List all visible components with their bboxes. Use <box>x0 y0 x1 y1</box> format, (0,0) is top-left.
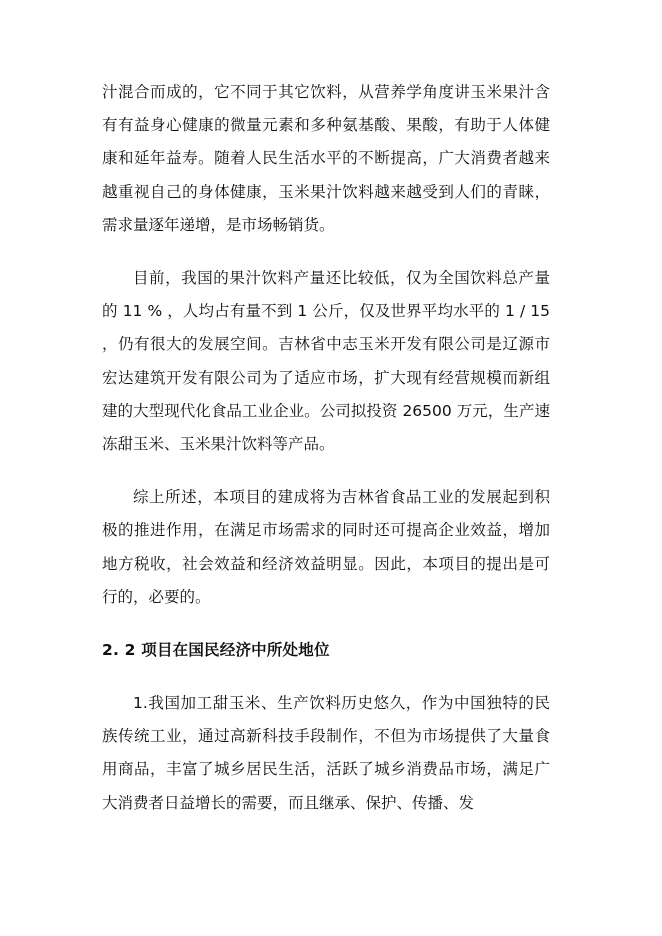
paragraph-spacer <box>102 461 550 481</box>
paragraph-spacer <box>102 667 550 687</box>
paragraph-market-status: 目前，我国的果汁饮料产量还比较低，仅为全国饮料总产量的 11 % ，人均占有量不到 1 公斤，仅及世界平均水平的 1 / 15 ，仍有很大的发展空间。吉林省中志玉米开发有限公司是辽源市宏达建筑开发有限公司为了适应市场，扩大现有经营规模而新组建的大型现代化食品工业企业。公司拟投资 26500 万元，生产速冻甜玉米、玉米果汁饮料等产品。 <box>102 269 550 454</box>
document-body <box>102 76 550 820</box>
paragraph-national-economy: 1.我国加工甜玉米、生产饮料历史悠久，作为中国独特的民族传统工业，通过高新科技手段制作，不但为市场提供了大量食用商品，丰富了城乡居民生活，活跃了城乡消费品市场，满足广大消费者日益增长的需要，而且继承、保护、传播、发 <box>102 694 550 812</box>
paragraph-continuation: 汁混合而成的，它不同于其它饮料，从营养学角度讲玉米果汁含有有益身心健康的微量元素和多种氨基酸、果酸，有助于人体健康和延年益寿。随着人民生活水平的不断提高，广大消费者越来越重视自己的身体健康，玉米果汁饮料越来越受到人们的青睐，需求量逐年递增，是市场畅销货。 <box>102 83 550 234</box>
paragraph-spacer <box>102 242 550 262</box>
paragraph-conclusion: 综上所述，本项目的建成将为吉林省食品工业的发展起到积极的推进作用，在满足市场需求的同时还可提高企业效益，增加地方税收，社会效益和经济效益明显。因此，本项目的提出是可行的，必要的。 <box>102 488 550 606</box>
section-heading: 2. 2 项目在国民经济中所处地位 <box>102 641 330 660</box>
paragraph-spacer <box>102 614 550 634</box>
